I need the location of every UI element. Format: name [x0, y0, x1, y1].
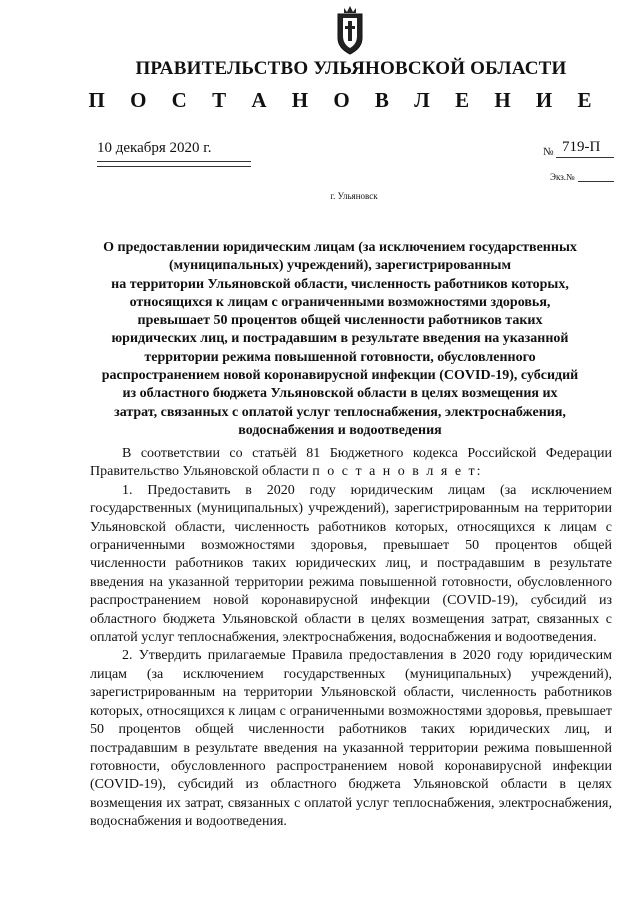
- heading-line: территории режима повышенной готовности, обусловленного: [144, 349, 536, 365]
- copy-number-label: Экз.№: [550, 172, 575, 182]
- document-body: [90, 445, 612, 832]
- heading-line: (муниципальных) учреждений), зарегистрированным: [168, 258, 512, 274]
- date-underline: [97, 161, 251, 162]
- document-date: 10 декабря 2020 г.: [97, 140, 212, 156]
- document-heading: [70, 239, 610, 440]
- government-title: ПРАВИТЕЛЬСТВО УЛЬЯНОВСКОЙ ОБЛАСТИ: [135, 58, 567, 79]
- copy-number-underline: [578, 181, 614, 182]
- heading-line: из областного бюджета Ульяновской области в целях возмещения их: [122, 386, 558, 402]
- heading-line: затрат, связанных с оплатой услуг теплоснабжения, электроснабжения,: [114, 404, 566, 420]
- heading-line: на территории Ульяновской области, численность работников которых,: [111, 276, 569, 292]
- intro-text: В соответствии со статьёй 81 Бюджетного кодекса Российской Федерации Правительство Ульяновской области: [90, 446, 612, 480]
- paragraph-2: 2. Утвердить прилагаемые Правила предоставления в 2020 году юридическим лицам (за исключением государственных (муниципальных) учреждений), зарегистрированным на территории Ульяновской области, численность работников которых, относящихся к лицам с ограниченными возможностями здоровья, превышает 50 процентов общей численности работников таких юридических лиц, и пострадавшим в результате введения на указанной территории режима повышенной готовности, обусловленного распространением новой коронавирусной инфекции (COVID-19), субсидий из областного бюджета Ульяновской области в целях возмещения их затрат, связанных с оплатой услуг теплоснабжения, электроснабжения, водоснабжения и водоотведения.: [90, 648, 612, 830]
- heading-line: относящихся к лицам с ограниченными возможностями здоровья,: [129, 294, 551, 310]
- document-type: П О С Т А Н О В Л Е Н И Е: [88, 88, 602, 112]
- heading-line: О предоставлении юридическим лицам (за исключением государственных: [103, 240, 577, 255]
- heading-line: превышает 50 процентов общей численности работников таких: [137, 313, 543, 329]
- document-number: 719-П: [562, 139, 601, 155]
- paragraph-1: 1. Предоставить в 2020 году юридическим лицам (за исключением государственных (муниципальных) учреждений), зарегистрированным на территории Ульяновской области, численность работников которых, относящихся к лицам с ограниченными возможностями здоровья, превышает 50 процентов общей численности работников таких юридических лиц, и пострадавшим в результате введения на указанной территории режима повышенной готовности, обусловленного распространением новой коронавирусной инфекции (COVID-19), субсидий из областного бюджета Ульяновской области в целях возмещения затрат, связанных с оплатой услуг теплоснабжения, электроснабжения, водоснабжения и водоотведения.: [90, 482, 612, 646]
- city: г. Ульяновск: [330, 191, 378, 201]
- heading-line: юридических лиц, и пострадавшим в результате введения на указанной: [111, 331, 569, 347]
- number-label: №: [543, 146, 554, 158]
- intro-paragraph: [90, 445, 612, 482]
- number-underline: [556, 157, 614, 158]
- coat-of-arms-emblem: [334, 4, 366, 56]
- date-underline-2: [97, 166, 251, 167]
- heading-line: распространением новой коронавирусной инфекции (COVID-19), субсидий: [101, 368, 579, 384]
- resolves-word: п о с т а н о в л я е т:: [312, 464, 483, 480]
- heading-line: водоснабжения и водоотведения: [238, 422, 442, 438]
- coat-of-arms-icon: [334, 4, 366, 56]
